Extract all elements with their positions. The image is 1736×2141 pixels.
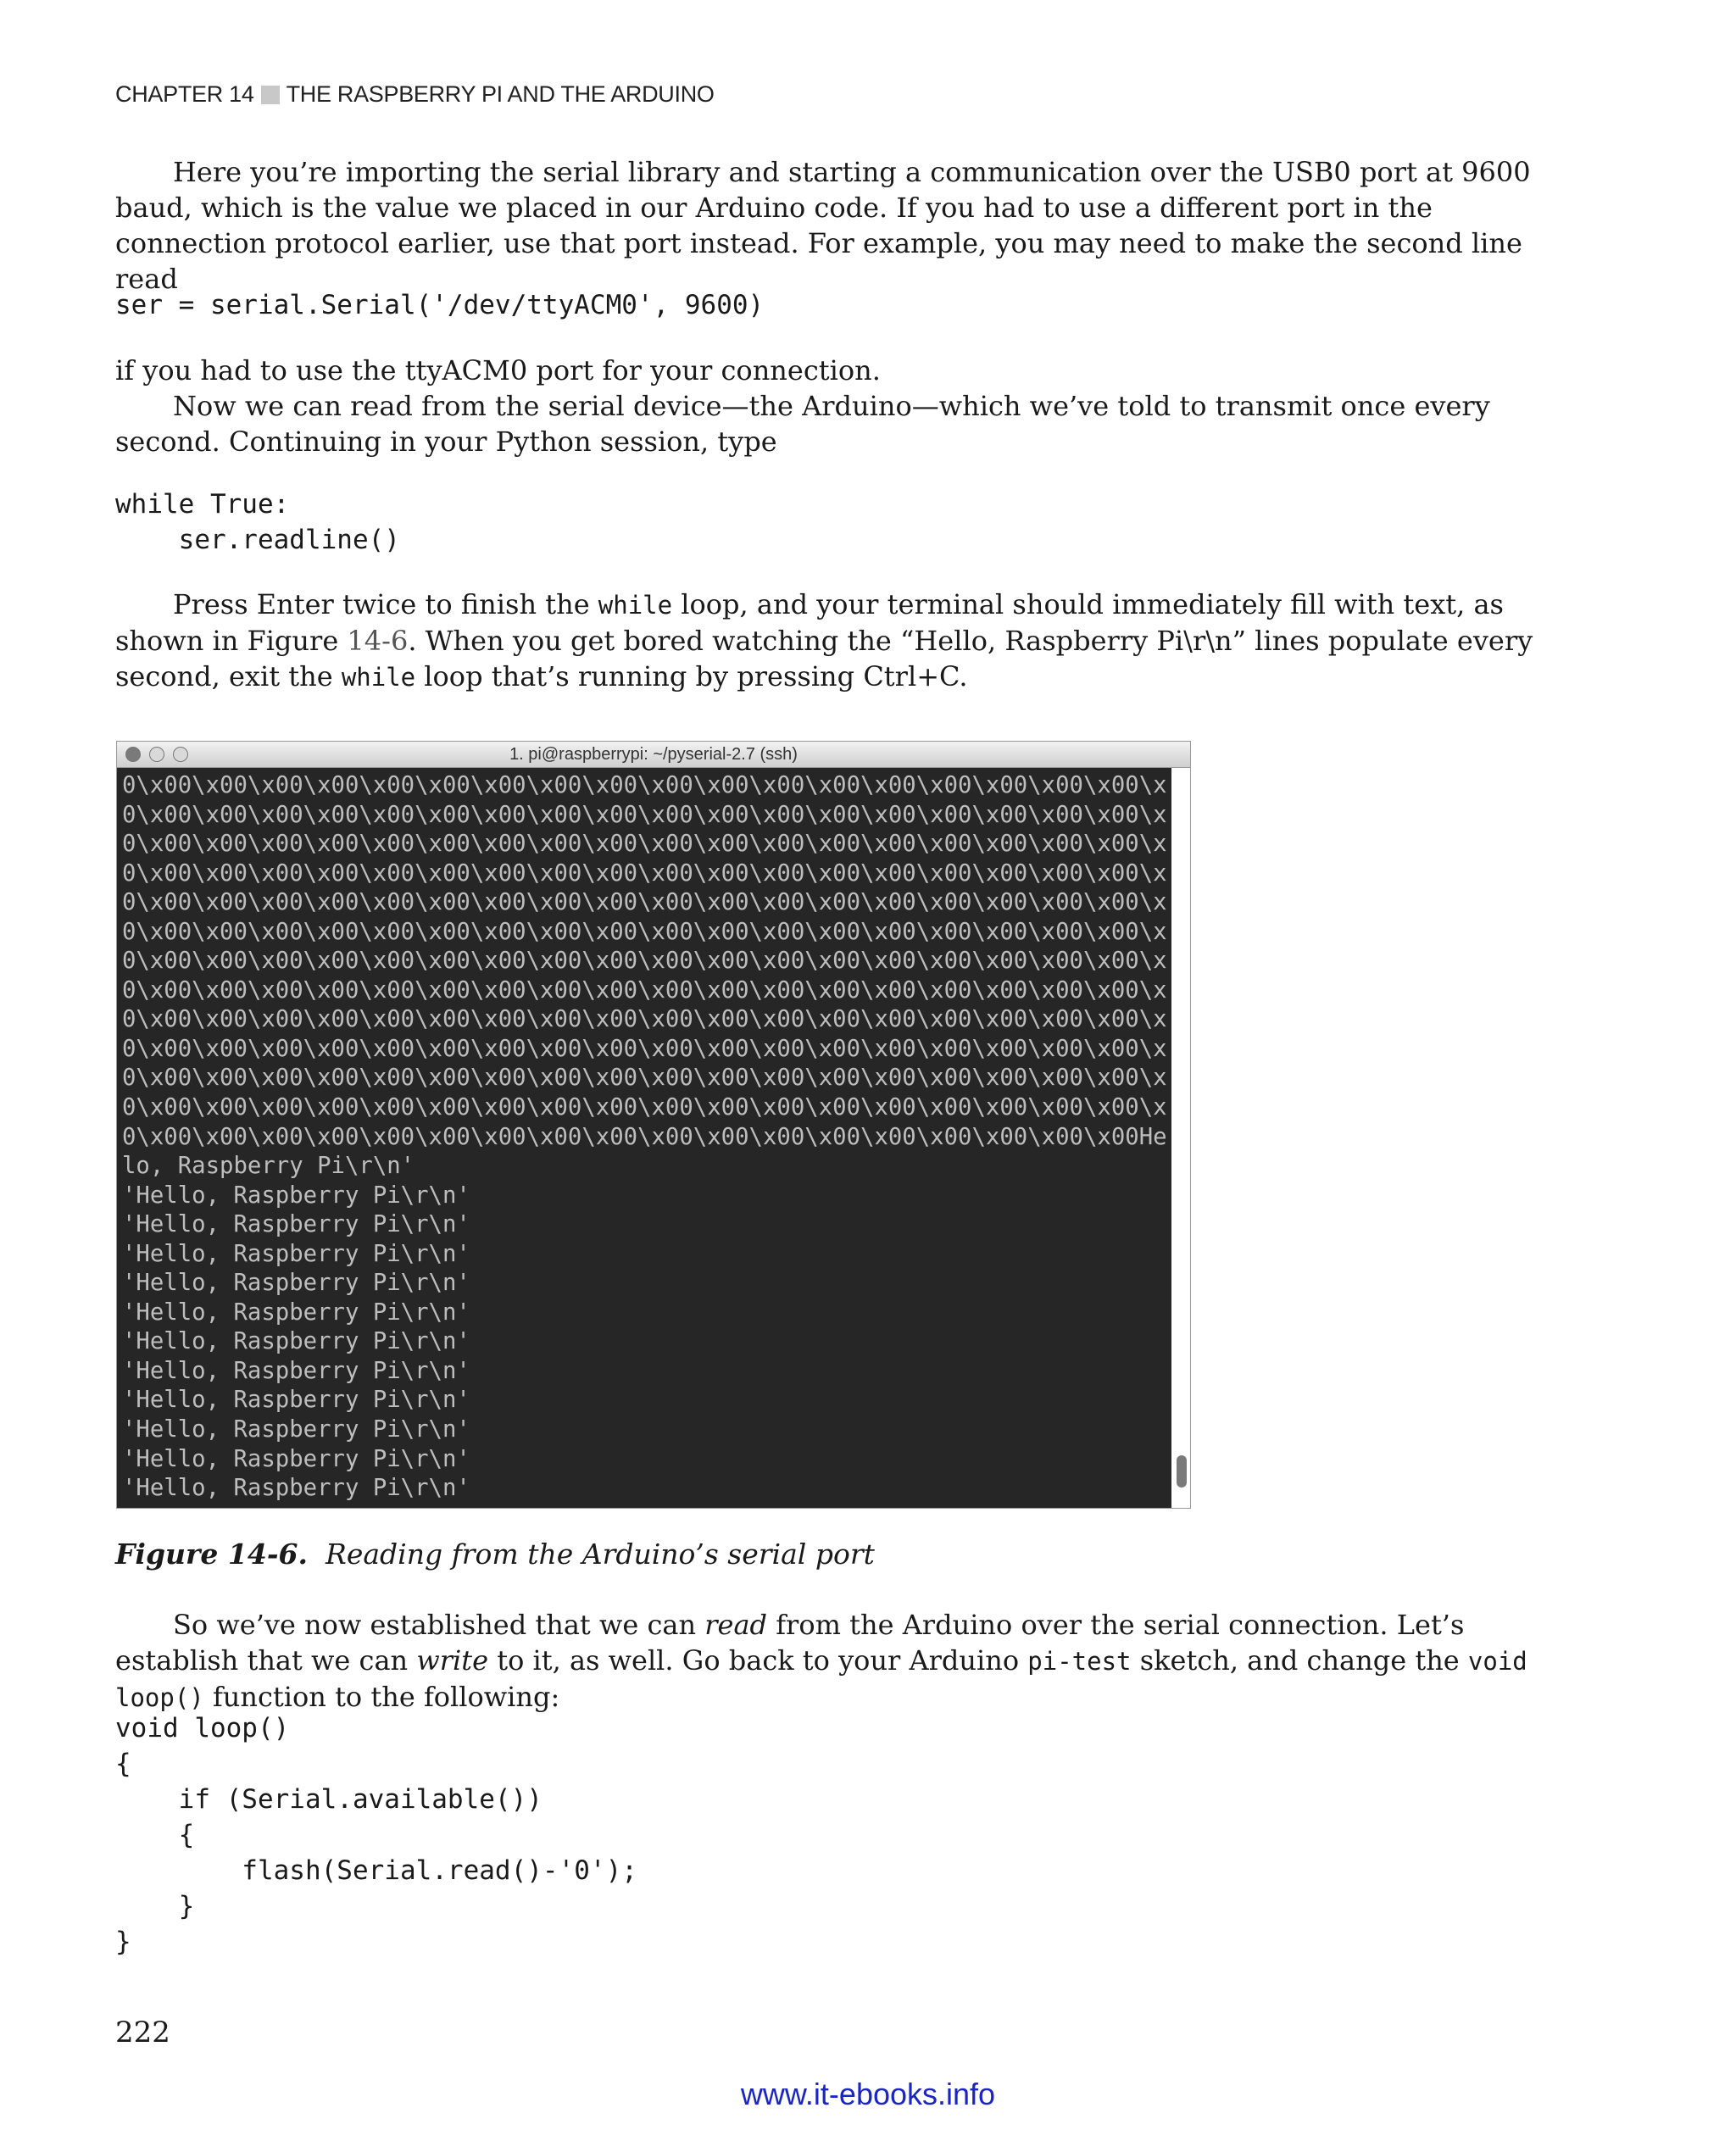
terminal-line: 0\x00\x00\x00\x00\x00\x00\x00\x00\x00\x00\x00\x00\x00\x00\x00\x00\x00\x00\x <box>122 889 1167 916</box>
inline-code-while: while <box>341 663 416 692</box>
text-run: sketch, and change the <box>1131 1644 1468 1677</box>
running-header <box>115 81 715 108</box>
terminal-line: 0\x00\x00\x00\x00\x00\x00\x00\x00\x00\x00\x00\x00\x00\x00\x00\x00\x00\x00\x <box>122 831 1167 858</box>
text-run: loop, and your terminal should immediately fill with text, as shown in Figure <box>115 588 1504 657</box>
scrollbar-thumb[interactable] <box>1177 1455 1187 1488</box>
chapter-label: CHAPTER 14 <box>115 81 254 107</box>
text-run: . When you get bored watching the “Hello, Raspberry Pi\r\n” lines populate every second, exit the <box>115 625 1533 692</box>
paragraph-intro: Here you’re importing the serial library and starting a communication over the USB0 port at 9600 baud, which is the value we placed in our Arduino code. If you had to use a different port in the connection protocol earlier, use that port instead. For example, you may need to make the second line read <box>115 156 1531 295</box>
terminal-line: 0\x00\x00\x00\x00\x00\x00\x00\x00\x00\x00\x00\x00\x00\x00\x00\x00\x00\x00\x <box>122 1094 1167 1121</box>
terminal-line: 0\x00\x00\x00\x00\x00\x00\x00\x00\x00\x00\x00\x00\x00\x00\x00\x00\x00\x00\x <box>122 859 1167 887</box>
figure-caption <box>115 1538 875 1571</box>
terminal-line: 'Hello, Raspberry Pi\r\n' <box>122 1416 470 1443</box>
terminal-line: 0\x00\x00\x00\x00\x00\x00\x00\x00\x00\x00\x00\x00\x00\x00\x00\x00\x00\x00\x <box>122 1006 1167 1033</box>
terminal-output-area[interactable] <box>117 768 1190 1508</box>
paragraph-ttyacm0: if you had to use the ttyACM0 port for your connection. <box>115 354 881 386</box>
footer-url-link[interactable]: www.it-ebooks.info <box>740 2077 996 2111</box>
text-run: Press Enter twice to finish the <box>173 588 598 620</box>
terminal-line: 0\x00\x00\x00\x00\x00\x00\x00\x00\x00\x00\x00\x00\x00\x00\x00\x00\x00\x00\x <box>122 801 1167 828</box>
terminal-title: 1. pi@raspberrypi: ~/pyserial-2.7 (ssh) <box>509 744 798 764</box>
text-run: to it, as well. Go back to your Arduino <box>488 1644 1028 1677</box>
terminal-screenshot <box>116 741 1191 1509</box>
text-run: loop that’s running by pressing Ctrl+C. <box>415 660 968 692</box>
terminal-line: 'Hello, Raspberry Pi\r\n' <box>122 1357 470 1384</box>
figure-reference-link[interactable]: 14-6 <box>347 625 409 657</box>
terminal-line: 0\x00\x00\x00\x00\x00\x00\x00\x00\x00\x00\x00\x00\x00\x00\x00\x00\x00\x00\x <box>122 772 1167 798</box>
terminal-line: 'Hello, Raspberry Pi\r\n' <box>122 1211 470 1238</box>
header-separator <box>261 86 280 104</box>
terminal-line: 'Hello, Raspberry Pi\r\n' <box>122 1475 470 1502</box>
inline-code-while: while <box>598 591 673 620</box>
code-void-loop: void loop() { if (Serial.available()) { flash(Serial.read()-'0'); } } <box>115 1713 637 1957</box>
text-run: function to the following: <box>203 1681 560 1713</box>
terminal-line: 'Hello, Raspberry Pi\r\n' <box>122 1182 470 1209</box>
terminal-line: 'Hello, Raspberry Pi\r\n' <box>122 1328 470 1355</box>
terminal-titlebar <box>117 742 1190 768</box>
terminal-output <box>122 771 1171 1504</box>
terminal-line: 'Hello, Raspberry Pi\r\n' <box>122 1387 470 1414</box>
paragraph-write <box>115 1607 1556 1716</box>
inline-code-pi-test: pi-test <box>1027 1647 1132 1676</box>
paragraph-read-serial: Now we can read from the serial device—the Arduino—which we’ve told to transmit once every second. Continuing in your Python session, type <box>115 390 1490 458</box>
code-serial-port: ser = serial.Serial('/dev/ttyACM0', 9600) <box>115 290 765 320</box>
terminal-line: 'Hello, Raspberry Pi\r\n' <box>122 1445 470 1472</box>
page-number: 222 <box>115 2016 170 2049</box>
inline-code-void-loop: void loop() <box>115 1647 1527 1712</box>
terminal-line: 0\x00\x00\x00\x00\x00\x00\x00\x00\x00\x00\x00\x00\x00\x00\x00\x00\x00\x00\x <box>122 918 1167 945</box>
terminal-line: 0\x00\x00\x00\x00\x00\x00\x00\x00\x00\x00\x00\x00\x00\x00\x00\x00\x00\x00\x <box>122 1035 1167 1062</box>
terminal-line: 'Hello, Raspberry Pi\r\n' <box>122 1270 470 1297</box>
code-while-loop: while True: ser.readline() <box>115 489 400 555</box>
terminal-line: 0\x00\x00\x00\x00\x00\x00\x00\x00\x00\x00\x00\x00\x00\x00\x00\x00\x00\x00He <box>122 1123 1167 1150</box>
figure-label: Figure 14-6. <box>115 1538 308 1571</box>
terminal-line: 'Hello, Raspberry Pi\r\n' <box>122 1240 470 1267</box>
figure-caption-text: Reading from the Arduino’s serial port <box>325 1538 875 1571</box>
terminal-line: 'Hello, Raspberry Pi\r\n' <box>122 1299 470 1326</box>
paragraph-press-enter <box>115 587 1556 695</box>
terminal-scrollbar[interactable] <box>1171 768 1190 1508</box>
emphasis-read: read <box>704 1609 768 1641</box>
terminal-line: 0\x00\x00\x00\x00\x00\x00\x00\x00\x00\x00\x00\x00\x00\x00\x00\x00\x00\x00\x <box>122 976 1167 1004</box>
emphasis-write: write <box>416 1644 489 1677</box>
terminal-line: 0\x00\x00\x00\x00\x00\x00\x00\x00\x00\x00\x00\x00\x00\x00\x00\x00\x00\x00\x <box>122 948 1167 975</box>
terminal-line: 0\x00\x00\x00\x00\x00\x00\x00\x00\x00\x00\x00\x00\x00\x00\x00\x00\x00\x00\x <box>122 1065 1167 1092</box>
text-run: from the Arduino over the serial connection. Let’s establish that we can <box>115 1609 1465 1677</box>
chapter-title: THE RASPBERRY PI AND THE ARDUINO <box>286 81 715 107</box>
text-run: So we’ve now established that we can <box>173 1609 705 1641</box>
terminal-line: lo, Raspberry Pi\r\n' <box>122 1153 415 1180</box>
